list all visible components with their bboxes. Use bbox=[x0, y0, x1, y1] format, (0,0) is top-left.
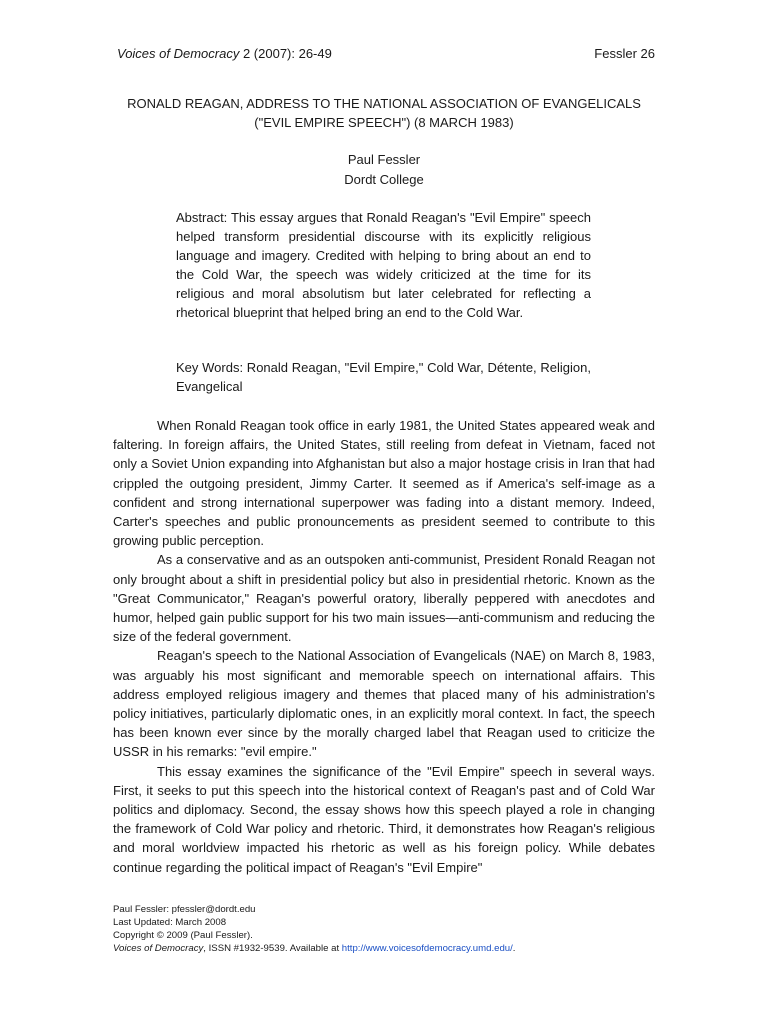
keywords: Key Words: Ronald Reagan, "Evil Empire," Cold War, Détente, Religion, Evangelical bbox=[176, 360, 591, 394]
journal-volume: 2 (2007): 26-49 bbox=[239, 46, 332, 61]
running-header bbox=[117, 46, 655, 66]
url-suffix: . bbox=[512, 943, 516, 954]
page-number: Fessler 26 bbox=[594, 46, 655, 61]
journal-issn-line bbox=[113, 942, 673, 955]
journal-citation bbox=[117, 46, 332, 61]
body-paragraph: This essay examines the significance of the "Evil Empire" speech in several ways. First, it seeks to put this speech into the historical context of Reagan's past and of Cold War politics and diplomacy. Second, the essay shows how this speech played a role in changing the framework of Cold War policy and rhetoric. Third, it demonstrates how Reagan's religious and moral worldview impacted his rhetoric as well as his foreign policy. While debates continue regarding the political impact of Reagan's "Evil Empire" bbox=[113, 763, 655, 875]
journal-url-link[interactable]: http://www.voicesofdemocracy.umd.edu/ bbox=[341, 943, 513, 954]
author-block bbox=[113, 150, 655, 190]
author-name: Paul Fessler bbox=[347, 152, 421, 167]
title-line-2: ("EVIL EMPIRE SPEECH") (8 MARCH 1983) bbox=[254, 115, 514, 130]
body-paragraph: When Ronald Reagan took office in early 1981, the United States appeared weak and faltering. In foreign affairs, the United States, still reeling from defeat in Vietnam, faced not only a Soviet Union expanding into Afghanistan but also a major hostage crisis in Iran that had crippled the outgoing president, Jimmy Carter. It seemed as if America's self-image as a confident and strong international superpower was fading into a distant memory. Indeed, Carter's speeches and public pronouncements as president seemed to contribute to this growing public perception. bbox=[113, 418, 655, 549]
author-contact: Paul Fessler: pfessler@dordt.edu bbox=[113, 904, 256, 915]
body-text bbox=[113, 416, 655, 877]
title-line-1: RONALD REAGAN, ADDRESS TO THE NATIONAL ASSOCIATION OF EVANGELICALS bbox=[127, 96, 641, 111]
last-updated: Last Updated: March 2008 bbox=[113, 917, 227, 928]
article-title bbox=[113, 94, 655, 132]
issn-text: , ISSN #1932-9539. Available at bbox=[203, 943, 342, 954]
footer-notes bbox=[113, 903, 673, 955]
abstract: Abstract: This essay argues that Ronald Reagan's "Evil Empire" speech helped transform presidential discourse with its explicitly religious language and imagery. Credited with helping to bring about an end to the Cold War, the speech was widely criticized at the time for its religious and moral absolutism but later celebrated for reflecting a rhetorical blueprint that helped bring an end to the Cold War. bbox=[176, 210, 591, 320]
copyright-notice: Copyright © 2009 (Paul Fessler). bbox=[113, 930, 253, 941]
body-paragraph: Reagan's speech to the National Association of Evangelicals (NAE) on March 8, 1983, was arguably his most significant and memorable speech on international affairs. This address employed religious imagery and themes that placed many of his administration's policy initiatives, particularly diplomatic ones, in an explicitly moral context. In fact, the speech has been known ever since by the morally charged label that Reagan used to criticize the USSR in his remarks: "evil empire." bbox=[113, 648, 655, 760]
author-affiliation: Dordt College bbox=[344, 172, 424, 187]
body-paragraph: As a conservative and as an outspoken anti-communist, President Ronald Reagan not only brought about a shift in presidential policy but also in presidential rhetoric. Known as the "Great Communicator," Reagan's powerful oratory, liberally peppered with anecdotes and humor, helped gain public support for his two main issues—anti-communism and reducing the size of the federal government. bbox=[113, 552, 655, 645]
footer-journal-name: Voices of Democracy bbox=[113, 943, 204, 954]
journal-name: Voices of Democracy bbox=[117, 46, 240, 61]
